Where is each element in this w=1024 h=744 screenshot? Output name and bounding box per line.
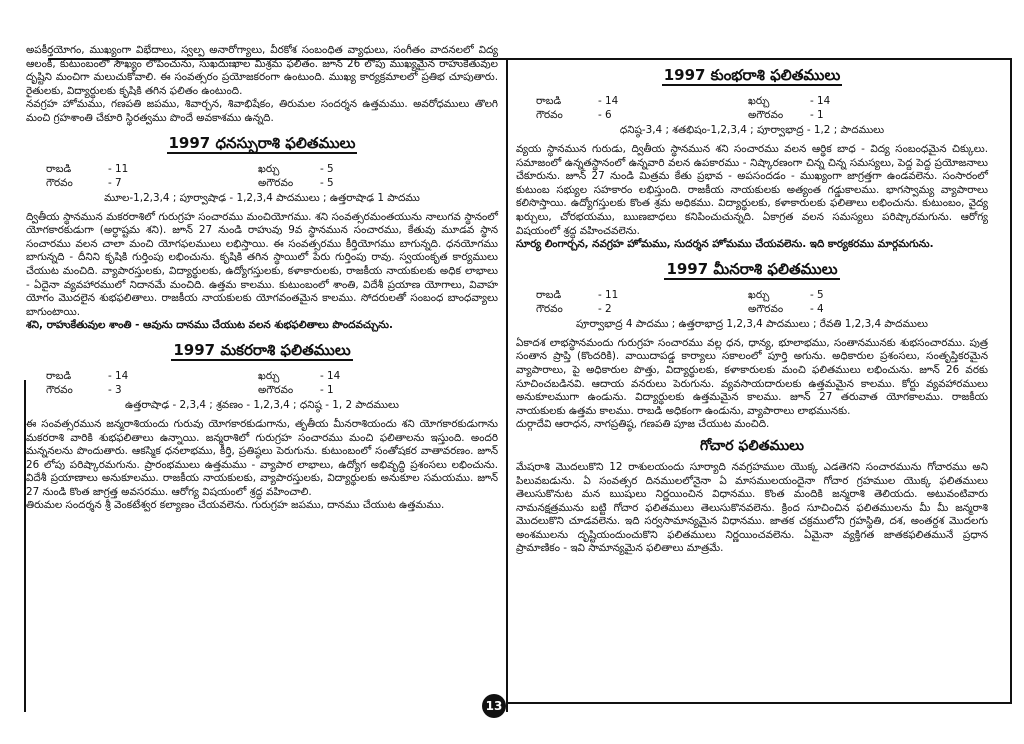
kumbha-nakshatra: ధనిష్ఠ-3,4 ; శతభిషం-1,2,3,4 ; పూర్వాభాద్ర - 1,2 ; పాదములు bbox=[619, 124, 885, 136]
makara-heading: 1997 మకరరాశి ఫలితములు bbox=[173, 340, 351, 359]
value-kharchu: - 14 bbox=[320, 369, 341, 382]
value-agouravam: - 5 bbox=[320, 176, 334, 189]
label-kharchu: ఖర్చు bbox=[748, 95, 770, 107]
intro-remedy: నవగ్రహ హోమము, గణపతి జపము, శివార్చన, శివాభిషేకం, తిరుమల సందర్శన ఉత్తమము. అవరోధములు తొలగి మంచి గ్రహశాంతి చేకూరి స్థిరత్వము పొందే అవకాశము ఉన్నది. bbox=[26, 98, 498, 124]
label-kharchu: ఖర్చు bbox=[258, 369, 280, 382]
label-rabadi: రాబడి bbox=[46, 369, 72, 382]
dhanus-heading: 1997 ధనస్సురాశి ఫలితములు bbox=[168, 133, 356, 152]
dhanus-stats bbox=[46, 162, 498, 190]
right-column bbox=[516, 58, 988, 556]
kumbha-section bbox=[516, 66, 988, 252]
dhanus-nakshatra: మూల-1,2,3,4 ; పూర్వాషాఢ - 1,2,3,4 పాదములు ; ఉత్తరాషాఢ 1 పాదము bbox=[104, 191, 420, 204]
label-rabadi: రాబడి bbox=[46, 162, 72, 175]
label-agouravam: అగౌరవం bbox=[258, 176, 294, 189]
makara-body: ఈ సంవత్సరమున జన్మరాశియందు గురువు యోగకారకుడుగాను, తృతీయ మీనరాశియందు శని యోగకారకుడుగాను మకరరాశి వారికి శుభఫలితాలు ఉన్నాయి. జన్మరాశిలో గురుగ్రహ సంచారము మంచి ఫలితాలను ఇస్తుంది. అందరి మన్ననలను పొందుతారు. ఆకస్మిక ధనలాభము, కీర్తి, ప్రతిష్ఠలు పెరుగును. కుటుంబంలో సంతోషకర వాతావరణం. జూన్ 26 లోపు పరిష్కారమగును. ప్రారంభములు ఉత్తమము - వ్యాపార లాభాలు, ఉద్యోగ అభివృద్ధి ప్రశంసలు లభించును. విదేశీ ప్రయాణాలు అనుకూలము. రాజకీయ నాయకులకు, వ్యాపారస్తులకు, విద్యార్థులకు అనుకూల సమయము. జూన్ 27 నుండి కొంత జాగ్రత్త అవసరము. ఆరోగ్య విషయంలో శ్రద్ధ వహించాలి. bbox=[26, 417, 498, 498]
value-rabadi: - 14 bbox=[108, 369, 129, 382]
left-column bbox=[26, 44, 498, 513]
meena-nakshatra: పూర్వాభాద్ర 4 పాదము ; ఉత్తరాభాద్ర 1,2,3,4 పాదములు ; రేవతి 1,2,3,4 పాదములు bbox=[575, 317, 928, 330]
label-gouravam: గౌరవం bbox=[46, 176, 73, 189]
value-agouravam: - 1 bbox=[810, 109, 824, 121]
value-kharchu: - 14 bbox=[810, 95, 831, 107]
label-kharchu: ఖర్చు bbox=[748, 288, 770, 301]
value-rabadi: - 11 bbox=[108, 162, 129, 175]
value-agouravam: - 1 bbox=[320, 383, 334, 396]
meena-remedy: దుర్గాదేవి ఆరాధన, నాగప్రతిష్ఠ, గణపతి పూజ చేయుట మంచిది. bbox=[516, 418, 770, 431]
label-rabadi: రాబడి bbox=[536, 288, 562, 301]
makara-section bbox=[26, 341, 498, 513]
value-gouravam: - 6 bbox=[598, 109, 612, 121]
meena-body: ఏకాదశ లాభస్థానమందు గురుగ్రహ సంచారము వల్ల ధన, ధాన్య, భూలాభము, సంతానమునకు శుభసంచారము. పుత్ర సంతాన ప్రాప్తి (కొందరికి). వాయిదాపడ్డ కార్యాలు సకాలంలో పూర్తి అగును. అధికారుల ప్రశంసలు, సంతృప్తికరమైన వ్యాపారాలు, పై అధికారుల పొత్తు, విద్యార్థులకు, కళాకారులకు మంచి ఫలితములు లభించును. జూన్ 26 వరకు సూచించబడినవి. ఆదాయ వనరులు పెరుగును. వ్యవసాయదారులకు ఉత్తమమైన కాలము. కోర్టు వ్యవహారములు అనుకూలముగా ఉండును. విద్యార్థులకు ఉత్తమమైన కాలము. జూన్ 27 తరువాత యోగకాలము. రాజకీయ నాయకులకు ఉత్తమ కాలము. రాబడి అధికంగా ఉండును, వ్యాపారాలు లాభమునకు. bbox=[516, 336, 988, 417]
right-frame bbox=[1010, 58, 1012, 704]
dhanus-section bbox=[26, 134, 498, 333]
kumbha-body: వ్యయ స్థానమున గురుడు, ద్వితీయ స్థానమున శని సంచారము వలన ఆర్థిక బాధ - విద్య సంబంధమైన చిక్కులు. సమాజంలో ఉన్నతస్థానంలో ఉన్నవారి వలన ఉపకారము - నిష్కారణంగా చిన్న చిన్న సమస్యలు, పెద్ద పెద్ద ప్రయోజనాలు చేకూరును. జూన్ 27 నుండి మిత్రమ కేతు ప్రభావ - అపసందడం - ముఖ్యంగా జాగ్రత్తగా ఉండవలెను. సంసారంలో కుటుంబ సభ్యుల సహకారం లభిస్తుంది. రాజకీయ నాయకులకు అత్యంత గడ్డుకాలము. భాగస్వామ్య వ్యాపారాలు కలిసొస్తాయి. ఉద్యోగస్తులకు కొంత శ్రమ అధికము. విద్యార్థులకు, కళాకారులకు ఫలితాలు లభించును. కుటుంబం, వైద్య ఖర్చులు, చోరభయము, ఋణబాధలు కనిపించుచున్నది. ఏకాగ్రత వలన సమస్యలు పరిష్కారమగును. ఆరోగ్య విషయంలో శ్రద్ధ వహించవలెను. bbox=[516, 143, 988, 237]
label-agouravam: అగౌరవం bbox=[748, 109, 784, 121]
makara-nakshatra: ఉత్తరాషాఢ - 2,3,4 ; శ్రవణం - 1,2,3,4 ; ధనిష్ఠ - 1, 2 పాదములు bbox=[125, 398, 399, 411]
value-gouravam: - 7 bbox=[108, 176, 122, 189]
label-rabadi: రాబడి bbox=[536, 95, 562, 107]
value-rabadi: - 11 bbox=[598, 288, 619, 301]
page-number: 13 bbox=[482, 694, 506, 718]
makara-stats bbox=[46, 369, 498, 397]
label-agouravam: అగౌరవం bbox=[748, 302, 784, 315]
value-kharchu: - 5 bbox=[810, 288, 824, 301]
gochara-heading: గోచార ఫలితములు bbox=[700, 437, 804, 454]
makara-remedy: తిరుమల సందర్శన శ్రీ వెంకటేశ్వర కల్యాణం చేయవలెను. గురుగ్రహ జపము, దానము చేయుట ఉత్తమము. bbox=[26, 499, 445, 512]
value-gouravam: - 3 bbox=[108, 383, 122, 396]
label-agouravam: అగౌరవం bbox=[258, 383, 294, 396]
intro-paragraph: అపకీర్తయోగం, ముఖ్యంగా విభేదాలు, స్వల్ప అనారోగ్యాలు, వీరకోశ సంబంధిత వ్యాధులు, సంగీతం వాదనలలో విద్య ఆలంకి, కుటుంబంలో సౌఖ్యం లోపించును, సుఖదుఃఖాల మిశ్రమ ఫలితం. జూన్ 26 లోపు ముఖ్యమైన రాహుకేతువుల దృష్టిని మంచిగా మలుచుకోవాలి. ఈ సంవత్సరం ప్రయోజకరంగా ఉంటుంది. ముఖ్య కార్యక్రమాలలో ప్రతిభ చూపుతారు. రైతులకు, విద్యార్థులకు కృషికి తగిన ఫలితం ఉంటుంది. bbox=[26, 44, 498, 97]
label-kharchu: ఖర్చు bbox=[258, 162, 280, 175]
kumbha-remedy: సూర్య లింగార్చన, నవగ్రహ హోమము, సుదర్శన హోమము చేయవలెను. ఇది కార్యకరము మార్గమగును. bbox=[516, 238, 934, 251]
meena-section bbox=[516, 260, 988, 432]
gochara-body: మేషరాశి మొదలుకొని 12 రాశులయందు సూర్యాది నవగ్రహముల యొక్క ఎడతెగని సంచారమును గోచారము అని పిలువబడును. ఏ సంవత్సర దినములలోనైనా ఏ మాసములయందైనా గోచార గ్రహముల యొక్క ఫలితములు తెలుసుకొనుట మన ఋషులు నిర్ణయించిన విధానము. కొంత మందికి జన్మరాశి తెలియదు. అటువంటివారు నామనక్షత్రమును బట్టి గోచార ఫలితములు తెలుసుకొనవలెను. క్రింద సూచించిన ఫలితములను మీ మీ జన్మరాశి మొదలుకొని చూడవలెను. ఇది సర్వసామాన్యమైన విధానము. జాతక చక్రములోని గ్రహస్థితి, దశ, అంతర్దశ మొదలగు అంశములను దృష్టియందుంచుకొని ఫలితములు నిర్ణయించవలెను. ఏమైనా వ్యక్తిగత జాతకఫలితమునే ప్రధాన ప్రామాణికం - ఇవి సామాన్యమైన ఫలితాలు మాత్రమే. bbox=[516, 460, 988, 555]
gochara-section bbox=[516, 438, 988, 556]
value-kharchu: - 5 bbox=[320, 162, 334, 175]
kumbha-heading: 1997 కుంభరాశి ఫలితములు bbox=[663, 66, 841, 84]
kumbha-stats bbox=[536, 94, 988, 122]
meena-stats bbox=[536, 288, 988, 316]
dhanus-body: ద్వితీయ స్థానమున మకరరాశిలో గురుగ్రహ సంచారము మంచియోగము. శని సంవత్సరమంతయును నాలుగవ స్థానంలో యోగకారకుడుగా (అర్ధాష్టమ శని). జూన్ 27 నుండి రాహువు 9వ స్థానమున సంచారము, కేతువు మూడవ స్థాన సంచారము వలన చాలా మంచి యోగఫలములు లభిస్తాయి. ఈ సంవత్సరము కీర్తియోగము బాగున్నది. ధనయోగము బాగున్నది - దీనిని కృషికి గుర్తింపు లభించును. కృషికి తగిన స్థాయిలో పేరు గుర్తింపు రావు. స్వయంకృత కార్యములు చేయుట మంచిది. వ్యాపారస్తులకు, విద్యార్థులకు, ఉద్యోగస్తులకు, కళాకారులకు, రాజకీయ నాయకులకు అధిక లాభాలు - ఏదైనా వ్యవహారములో నిదానమే మంచిది. ఉత్తమ కాలము. కుటుంబంలో శాంతి, విదేశీ ప్రయాణ యోగాలు, వివాహ యోగం మొదలైన శుభఫలితాలు. రాజకీయ నాయకులకు యోగవంతమైన కాలము. సోదరులతో సంబంధ బాంధవ్యాలు బాగుంటాయి. bbox=[26, 210, 498, 318]
value-gouravam: - 2 bbox=[598, 302, 612, 315]
value-rabadi: - 14 bbox=[598, 95, 619, 107]
label-gouravam: గౌరవం bbox=[536, 302, 563, 315]
bottom-frame bbox=[506, 702, 1012, 704]
meena-heading: 1997 మీనరాశి ఫలితములు bbox=[666, 259, 838, 278]
dhanus-remedy: శని, రాహుకేతువుల శాంతి - ఆవును దానము చేయుట వలన శుభఫలితాలు పొందవచ్చును. bbox=[26, 319, 393, 332]
value-agouravam: - 4 bbox=[810, 302, 824, 315]
column-divider bbox=[506, 58, 508, 712]
label-gouravam: గౌరవం bbox=[536, 109, 563, 121]
label-gouravam: గౌరవం bbox=[46, 383, 73, 396]
